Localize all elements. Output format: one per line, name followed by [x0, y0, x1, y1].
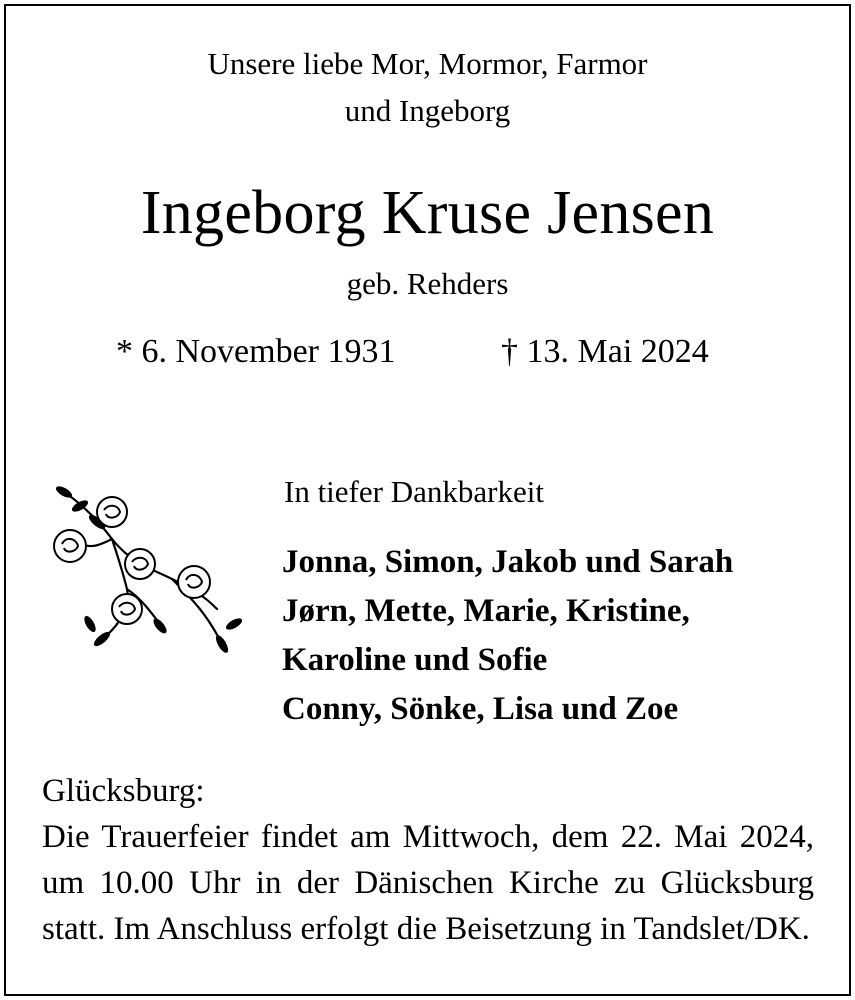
intro-line-1: Unsere liebe Mor, Mormor, Farmor [207, 46, 648, 81]
family-line: Jonna, Simon, Jakob und Sarah [282, 544, 734, 580]
death-date: † 13. Mai 2024 [501, 333, 709, 370]
birth-date: * 6. November 1931 [116, 333, 396, 370]
notice-text: Die Trauerfeier findet am Mittwoch, dem 22. Mai 2024, um 10.00 Uhr in der Dänischen Kirche zu Glücksburg statt. Im Anschluss erfolgt die Beisetzung in Tandslet/DK. [42, 819, 814, 947]
rose-branch-icon [42, 474, 242, 654]
thanks-line: In tiefer Dankbarkeit [284, 474, 544, 509]
intro-text [6, 40, 849, 134]
family-line: Jørn, Mette, Marie, Kristine, [282, 593, 690, 629]
intro-line-2: und Ingeborg [344, 93, 511, 128]
obituary-frame [4, 4, 851, 996]
funeral-notice [42, 768, 814, 952]
deceased-name: Ingeborg Kruse Jensen [140, 179, 715, 247]
family-line: Karoline und Sofie [282, 642, 548, 678]
family-line: Conny, Sönke, Lisa und Zoe [282, 691, 679, 727]
notice-place: Glücksburg: [42, 773, 205, 809]
family-list [282, 538, 733, 734]
maiden-name: geb. Rehders [346, 266, 509, 301]
